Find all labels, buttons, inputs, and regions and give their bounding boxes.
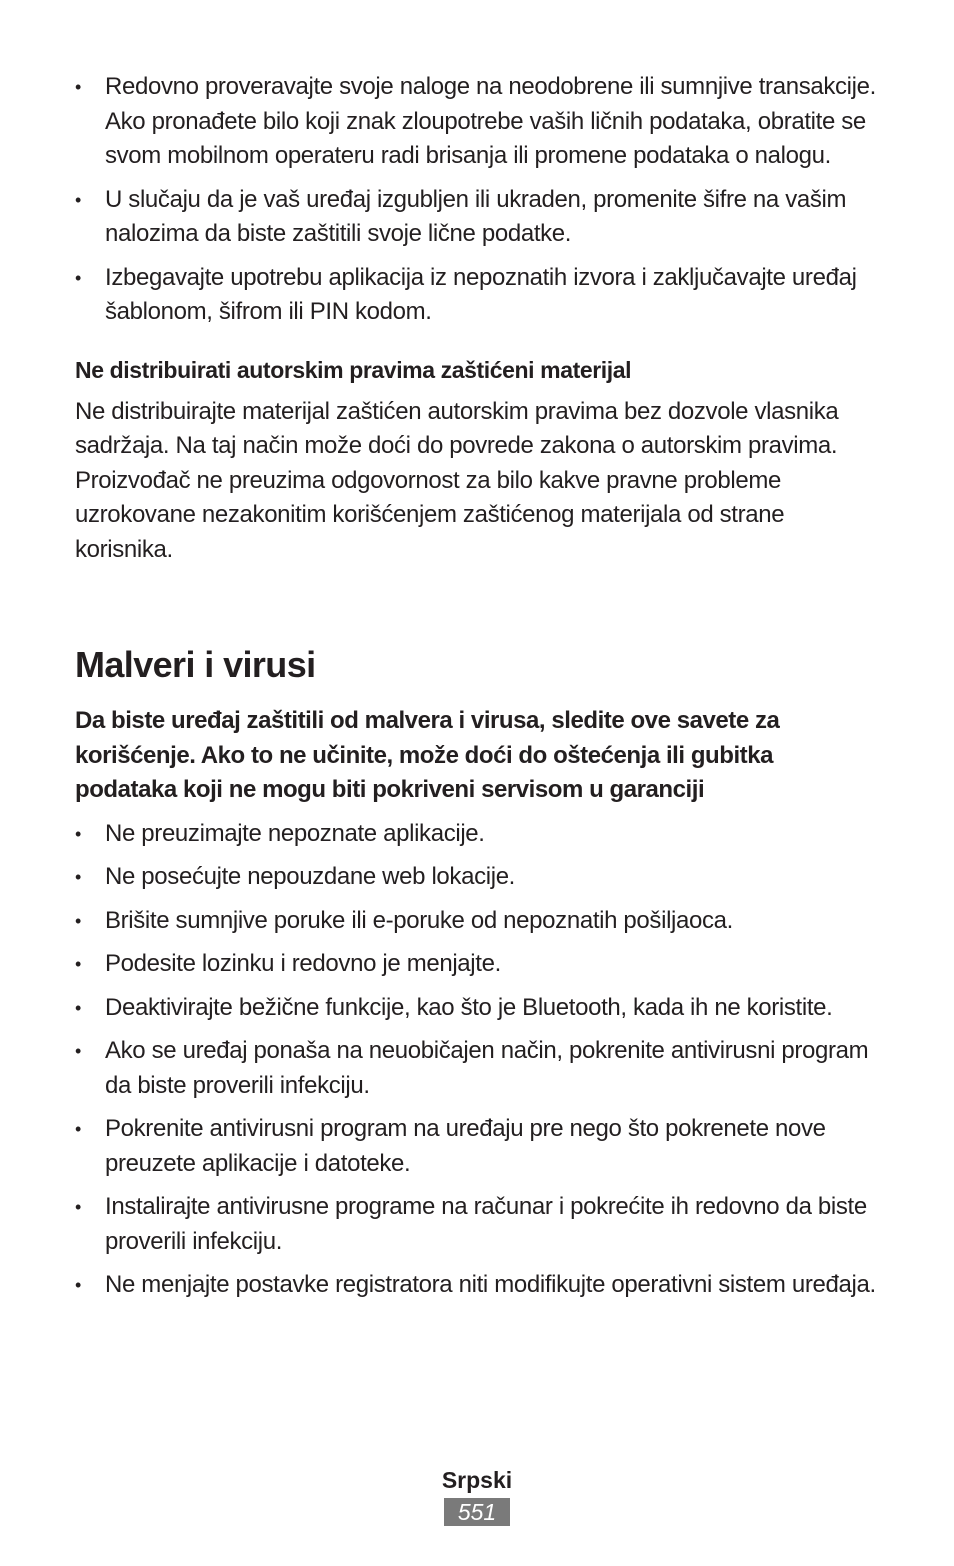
- page-footer: [0, 1464, 954, 1526]
- list-item: • Podesite lozinku i redovno je menjajte.: [75, 947, 880, 982]
- list-item: • Pokrenite antivirusni program na uređaju pre nego što pokrenete nove preuzete aplikacije i datoteke.: [75, 1112, 880, 1181]
- list-item: • Brišite sumnjive poruke ili e-poruke od nepoznatih pošiljaoca.: [75, 904, 880, 939]
- page-number: 551: [444, 1498, 510, 1526]
- copyright-paragraph: Ne distribuirajte materijal zaštićen autorskim pravima bez dozvole vlasnika sadržaja. Na taj način može doći do povrede zakona o autorskim pravima. Proizvođač ne preuzima odgovornost za bilo kakve pravne probleme uzrokovane nezakonitim korišćenjem zaštićenog materijala od strane korisnika.: [75, 397, 839, 563]
- copyright-heading: Ne distribuirati autorskim pravima zaštićeni materijal: [75, 356, 632, 383]
- list-item: • Ne posećujte nepouzdane web lokacije.: [75, 860, 880, 895]
- list-item: • Ako se uređaj ponaša na neuobičajen način, pokrenite antivirusni program da biste proverili infekciju.: [75, 1034, 880, 1103]
- list-item: • Ne menjajte postavke registratora niti modifikujte operativni sistem uređaja.: [75, 1268, 880, 1303]
- list-item: • Redovno proveravajte svoje naloge na neodobrene ili sumnjive transakcije. Ako pronađete bilo koji znak zloupotrebe vaših ličnih podataka, obratite se svom mobilnom operateru radi brisanja ili promene podataka o nalogu.: [75, 70, 880, 174]
- security-tips-list: [75, 70, 880, 330]
- list-item: • U slučaju da je vaš uređaj izgubljen ili ukraden, promenite šifre na vašim nalozima da biste zaštitili svoje lične podatke.: [75, 183, 880, 252]
- malware-tips-list: [75, 817, 880, 1303]
- list-item: • Izbegavajte upotrebu aplikacija iz nepoznatih izvora i zaključavajte uređaj šablonom, šifrom ili PIN kodom.: [75, 261, 880, 330]
- page-content: [75, 70, 880, 1312]
- footer-language: Srpski: [441, 1467, 513, 1493]
- section-intro: Da biste uređaj zaštitili od malvera i virusa, sledite ove savete za korišćenje. Ako to ne učinite, može doći do oštećenja ili gubitka podataka koji ne mogu biti pokriveni servisom u garanciji: [75, 707, 780, 803]
- list-item: • Ne preuzimajte nepoznate aplikacije.: [75, 817, 880, 852]
- section-title: Malveri i virusi: [75, 644, 316, 685]
- list-item: • Instalirajte antivirusne programe na računar i pokrećite ih redovno da biste proverili infekciju.: [75, 1190, 880, 1259]
- list-item: • Deaktivirajte bežične funkcije, kao što je Bluetooth, kada ih ne koristite.: [75, 991, 880, 1026]
